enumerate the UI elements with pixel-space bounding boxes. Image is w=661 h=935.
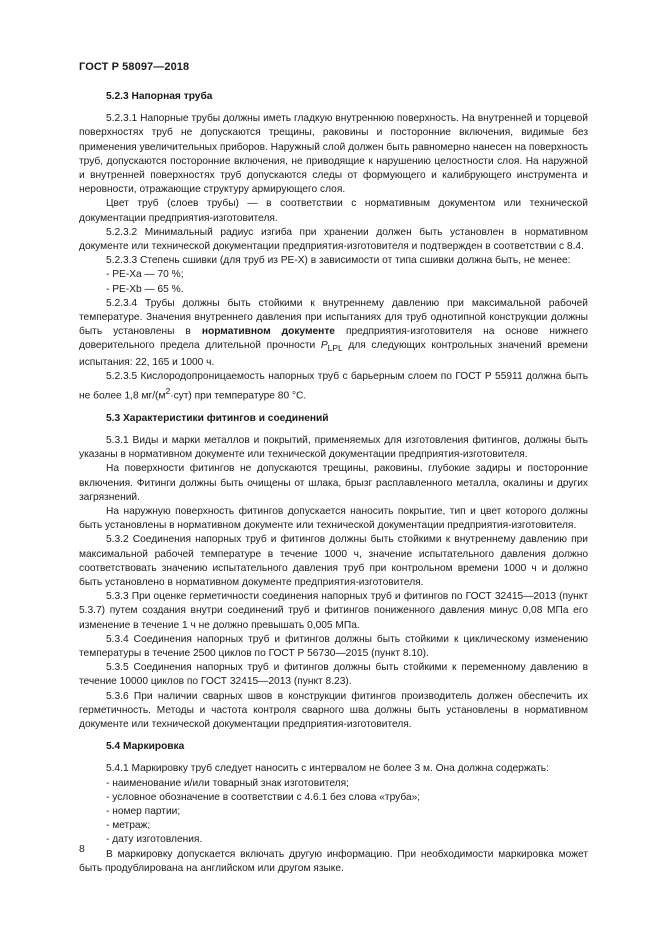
- paragraph-5-3-2: 5.3.2 Соединения напорных труб и фитингов должны быть стойкими к внутреннему давлению при максимальной рабочей температуре в течение 1000 ч, значение испытательного давления должно соответствовать значению испытательного давления труб при контрольном времени 1000 ч и должно быть установлено в нормативном документе предприятия-изготовителя.: [79, 534, 588, 588]
- paragraph-5-3-3: 5.3.3 При оценке герметичности соединения напорных труб и фитингов по ГОСТ 32415—2013 (пункт 5.3.7) путем создания внутри соединений труб и фитингов пониженного давления минус 0,08 МПа его изменение в течение 1 ч не должно превышать 0,005 МПа.: [79, 591, 588, 631]
- document-body: [79, 90, 588, 876]
- paragraph-5-2-3-5: [79, 370, 588, 404]
- paragraph-fitting-coating: На наружную поверхность фитингов допускается наносить покрытие, тип и цвет которого должны быть установлены в нормативном документе или технической документации предприятия-изготовителя.: [79, 505, 588, 532]
- list-item-manufacturer: - наименование и/или товарный знак изготовителя;: [106, 777, 349, 789]
- section-heading-5-2-3: 5.2.3 Напорная труба: [106, 91, 213, 102]
- text-run: ·сут) при температуре 80 °С.: [170, 390, 307, 402]
- text-run: 5.2.3.4 Трубы должны быть стойкими к внутреннему давлению при максимальной рабочей температуре. Значения внутреннего давления при испытаниях для труб однотипной конструкции должны быть установлены в: [79, 297, 588, 338]
- text-run: 5.2.3.5 Кислородопроницаемость напорных труб с барьерным слоем по ГОСТ Р 55911 должна быть не более 1,8 мг/(м: [79, 370, 588, 402]
- paragraph-5-3-6: 5.3.6 При наличии сварных швов в конструкции фитингов производитель должен обеспечить их герметичность. Методы и частота контроля сварного шва должны быть установлены в нормативном документе или технической документации предприятия-изготовителя.: [79, 690, 588, 730]
- symbol-p: P: [320, 340, 328, 352]
- paragraph-pipe-color: Цвет труб (слоев трубы) — в соответствии с нормативным документом или технической документации предприятия-изготовителя.: [79, 198, 588, 224]
- paragraph-5-2-3-3: 5.2.3.3 Степень сшивки (для труб из PE-X) в зависимости от типа сшивки должна быть, не менее:: [106, 255, 571, 267]
- paragraph-5-2-3-4: [79, 297, 588, 370]
- paragraph-5-3-1: 5.3.1 Виды и марки металлов и покрытий, применяемых для изготовления фитингов, должны быть указаны в нормативном документе или технической документации предприятия-изготовителя.: [79, 434, 588, 461]
- section-heading-5-3: 5.3 Характеристики фитингов и соединений: [106, 412, 329, 424]
- text-run: для следующих контрольных значений времени испытания: 22, 165 и 1000 ч.: [79, 340, 588, 368]
- paragraph-5-3-5: 5.3.5 Соединения напорных труб и фитингов должны быть стойкими к переменному давлению в течение 10000 циклов по ГОСТ 32415—2013 (пункт 8.23).: [79, 662, 588, 688]
- document-header: ГОСТ Р 58097—2018: [79, 61, 190, 73]
- list-item-pe-xb: - PE-Xb — 65 %.: [106, 283, 184, 295]
- text-run: предприятия-изготовителя на основе нижнего доверительного предела длительной прочности: [79, 326, 588, 352]
- paragraph-5-3-4: 5.3.4 Соединения напорных труб и фитингов должны быть стойкими к циклическому изменению температуры в течение 2500 циклов по ГОСТ Р 56730—2015 (пункт 8.10).: [79, 633, 588, 659]
- paragraph-5-2-3-2: 5.2.3.2 Минимальный радиус изгиба при хранении должен быть установлен в нормативном документе или технической документации предприятия-изготовителя и подтвержден в соответствии с 8.4.: [79, 226, 588, 253]
- paragraph-fitting-surface: На поверхности фитингов не допускаются трещины, раковины, глубокие задиры и посторонние включения. Фитинги должны быть очищены от шлака, брызг расплавленного металла, окалины и других загрязнений.: [79, 463, 588, 503]
- list-item-designation: - условное обозначение в соответствии с 4.6.1 без слова «труба»;: [106, 791, 421, 803]
- superscript-2: 2: [165, 386, 171, 397]
- paragraph-5-4-1: 5.4.1 Маркировку труб следует наносить с интервалом не более 3 м. Она должна содержать:: [106, 763, 549, 775]
- list-item-pe-xa: - PE-Xa — 70 %;: [106, 269, 184, 281]
- list-item-batch: - номер партии;: [106, 805, 181, 817]
- list-item-length: - метраж;: [106, 820, 151, 832]
- list-item-date: - дату изготовления.: [106, 834, 203, 846]
- subscript-lpl: LPL: [327, 343, 343, 354]
- paragraph-marking-extra: В маркировку допускается включать другую информацию. При необходимости маркировка может быть продублирована на английском или другом языке.: [79, 848, 588, 874]
- section-heading-5-4: 5.4 Маркировка: [106, 741, 185, 753]
- bold-run: нормативном документе: [201, 326, 335, 338]
- paragraph-5-2-3-1: 5.2.3.1 Напорные трубы должны иметь гладкую внутреннюю поверхность. На внутренней и торцевой поверхностях труб не допускаются трещины, раковины и посторонние включения, видимые без применения увеличительных приборов. Наружный слой должен быть равномерно нанесен на поверхность труб, допускаются посторонние включения, не приводящие к нарушению целостности слоя. На наружной и внутренней поверхностях труб допускаются следы от формующего и калибрующего инструмента и неровности, отражающие структуру армирующего слоя.: [79, 113, 588, 196]
- page-number: 8: [79, 843, 85, 855]
